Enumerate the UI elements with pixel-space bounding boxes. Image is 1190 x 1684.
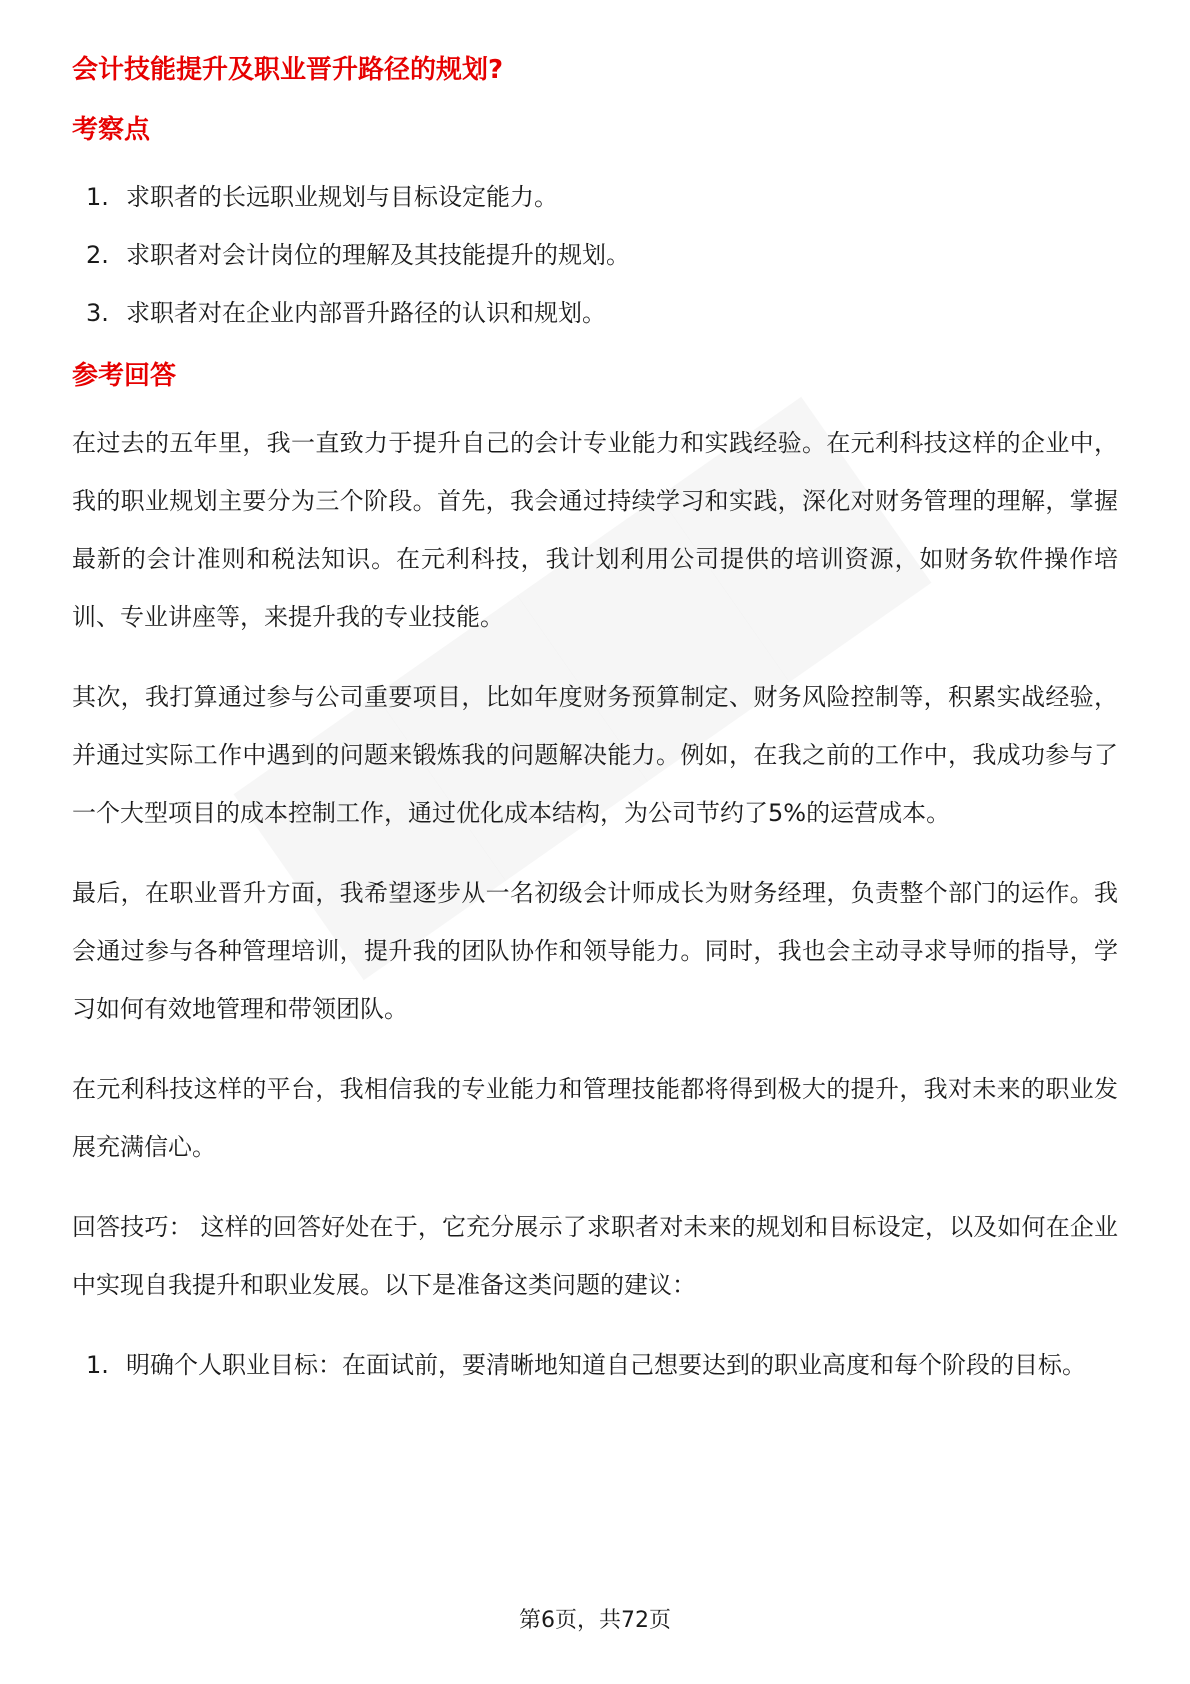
list-number: 2. xyxy=(86,241,109,269)
section-title-points: 考察点 xyxy=(72,115,151,145)
list-item xyxy=(72,284,1118,342)
answer-paragraph: 最后，在职业晋升方面，我希望逐步从一名初级会计师成长为财务经理，负责整个部门的运作。我会通过参与各种管理培训，提升我的团队协作和领导能力。同时，我也会主动寻求导师的指导，学习如何有效地管理和带领团队。 xyxy=(72,879,1118,1023)
list-item xyxy=(72,226,1118,284)
points-list xyxy=(72,168,1118,342)
list-item-text: 明确个人职业目标：在面试前，要清晰地知道自己想要达到的职业高度和每个阶段的目标。 xyxy=(126,1351,1086,1379)
document-content xyxy=(72,52,1118,1394)
list-number: 1. xyxy=(86,183,109,211)
tips-list xyxy=(72,1336,1118,1394)
section-title-answer: 参考回答 xyxy=(72,361,177,391)
list-item xyxy=(72,168,1118,226)
answer-paragraph: 其次，我打算通过参与公司重要项目，比如年度财务预算制定、财务风险控制等，积累实战经验，并通过实际工作中遇到的问题来锻炼我的问题解决能力。例如，在我之前的工作中，我成功参与了一个大型项目的成本控制工作，通过优化成本结构，为公司节约了5%的运营成本。 xyxy=(72,683,1118,827)
answer-paragraph: 在元利科技这样的平台，我相信我的专业能力和管理技能都将得到极大的提升，我对未来的职业发展充满信心。 xyxy=(72,1075,1118,1161)
list-number: 3. xyxy=(86,299,109,327)
question-title: 会计技能提升及职业晋升路径的规划? xyxy=(72,55,504,85)
page-footer: 第6页，共72页 xyxy=(519,1608,671,1633)
list-number: 1. xyxy=(86,1351,109,1379)
list-item-text: 求职者的长远职业规划与目标设定能力。 xyxy=(126,183,558,211)
list-item-text: 求职者对在企业内部晋升路径的认识和规划。 xyxy=(126,299,606,327)
list-item-text: 求职者对会计岗位的理解及其技能提升的规划。 xyxy=(126,241,630,269)
list-item xyxy=(72,1336,1118,1394)
answer-paragraph: 在过去的五年里，我一直致力于提升自己的会计专业能力和实践经验。在元利科技这样的企业中，我的职业规划主要分为三个阶段。首先，我会通过持续学习和实践，深化对财务管理的理解，掌握最新的会计准则和税法知识。在元利科技，我计划利用公司提供的培训资源，如财务软件操作培训、专业讲座等，来提升我的专业技能。 xyxy=(72,429,1118,631)
answer-tips-paragraph: 回答技巧： 这样的回答好处在于，它充分展示了求职者对未来的规划和目标设定，以及如何在企业中实现自我提升和职业发展。以下是准备这类问题的建议： xyxy=(72,1213,1118,1299)
